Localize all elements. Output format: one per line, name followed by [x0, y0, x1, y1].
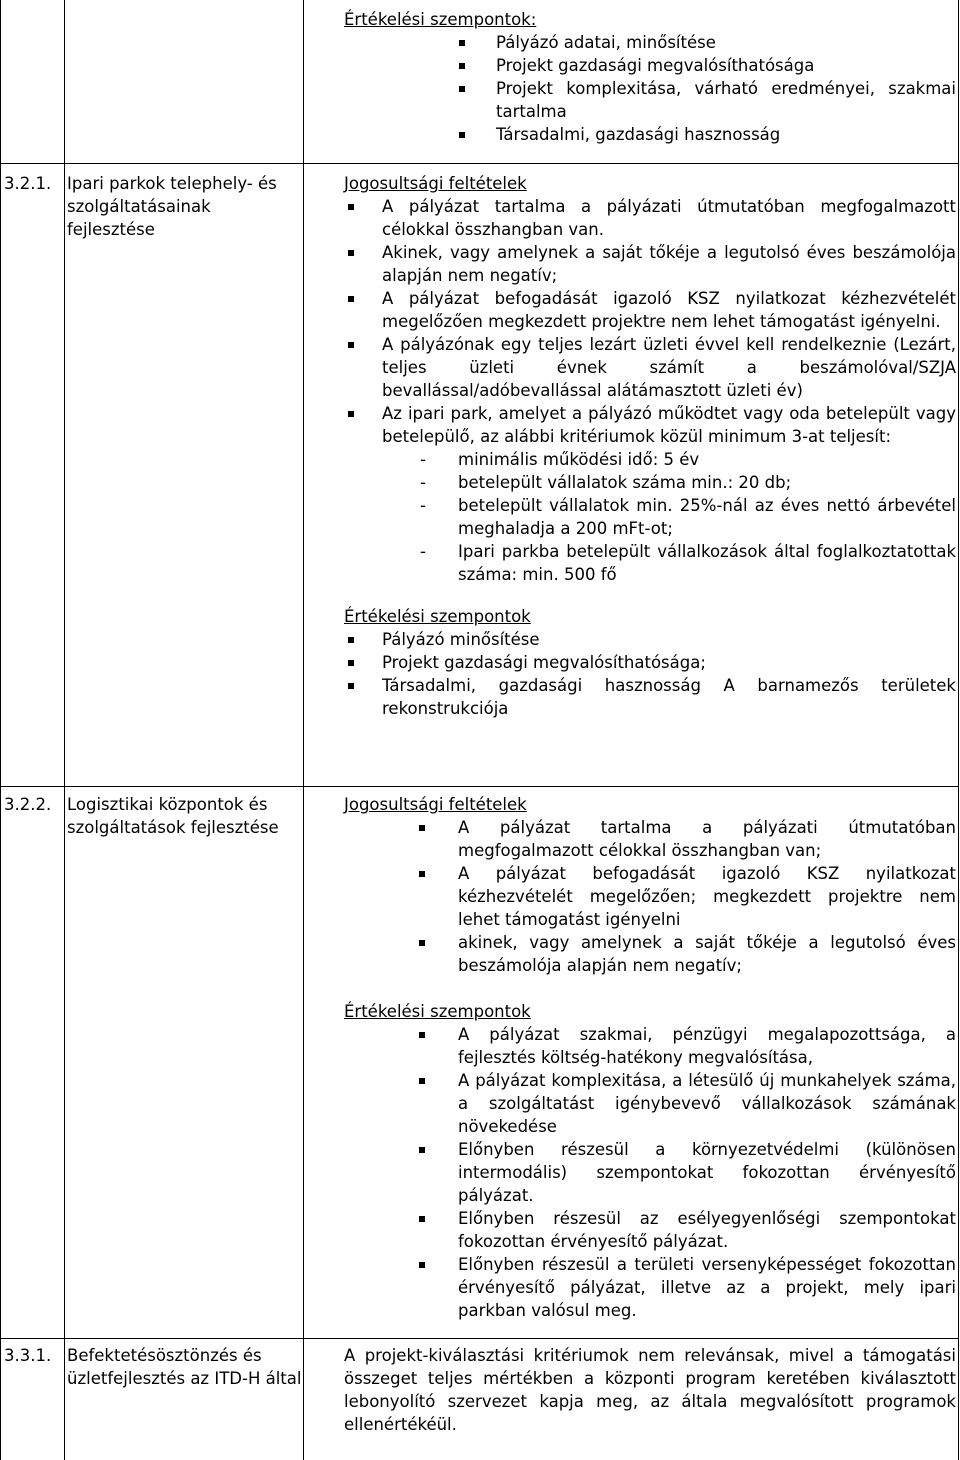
row-4-title: Befektetésösztönzés és üzletfejlesztés az ITD-H által: [67, 1346, 302, 1388]
row-3-title: Logisztikai központok és szolgáltatások fejlesztése: [67, 795, 279, 837]
list-item: A pályázat befogadását igazoló KSZ nyilatkozat kézhezvételét megelőzően megkezdett projektre nem lehet támogatást igényelni.: [344, 287, 956, 333]
table-column-divider-1: [64, 0, 65, 1460]
list-item: Projekt gazdasági megvalósíthatósága;: [344, 651, 956, 674]
row-4-number: 3.3.1.: [4, 1346, 52, 1365]
list-item: Előnyben részesül a területi versenyképességet fokozottan érvényesítő pályázat, illetve az a projekt, mely ipari parkban valósul meg.: [344, 1253, 956, 1322]
row-2-title: Ipari parkok telephely- és szolgáltatásainak fejlesztése: [67, 174, 277, 239]
list-item: A pályázat komplexitása, a létesülő új munkahelyek száma, a szolgáltatást igénybevevő vállalkozások számának növekedése: [344, 1069, 956, 1138]
list-item: A pályázat befogadását igazoló KSZ nyilatkozat kézhezvételét megelőzően; megkezdett projektre nem lehet támogatást igényelni: [344, 862, 956, 931]
evaluation-heading: Értékelési szempontok: [344, 1002, 531, 1021]
list-item: A pályázat szakmai, pénzügyi megalapozottsága, a fejlesztés költség-hatékony megvalósítása,: [344, 1023, 956, 1069]
eligibility-heading: Jogosultsági feltételek: [344, 795, 527, 814]
list-item: Társadalmi, gazdasági hasznosság A barnamezős területek rekonstrukciója: [344, 674, 956, 720]
list-item: A pályázónak egy teljes lezárt üzleti évvel kell rendelkeznie (Lezárt, teljes üzleti évnek számít a beszámolóval/SZJA bevallással/adóbevallással alátámasztott üzleti év): [344, 333, 956, 402]
list-item: Előnyben részesül az esélyegyenlőségi szempontokat fokozottan érvényesítő pályázat.: [344, 1207, 956, 1253]
evaluation-heading: Értékelési szempontok: [344, 607, 531, 626]
subitem-text: minimális működési idő: 5 év: [458, 450, 700, 469]
table-border-left: [0, 0, 1, 1460]
list-subitem: [344, 494, 956, 540]
subitem-text: betelepült vállalatok száma min.: 20 db;: [458, 473, 792, 492]
row-3-content: [344, 793, 956, 1322]
eligibility-heading: Jogosultsági feltételek: [344, 174, 527, 193]
list-item: Projekt gazdasági megvalósíthatósága: [344, 54, 956, 77]
evaluation-criteria-list: [344, 31, 956, 146]
row-divider-1: [0, 163, 959, 164]
eligibility-list: [344, 816, 956, 977]
eligibility-list: [344, 195, 956, 448]
list-item: Előnyben részesül a környezetvédelmi (különösen intermodális) szempontokat fokozottan érvényesítő pályázat.: [344, 1138, 956, 1207]
table-column-divider-2: [303, 0, 304, 1460]
evaluation-criteria-heading: Értékelési szempontok:: [344, 10, 537, 29]
row-3-number: 3.2.2.: [4, 795, 52, 814]
evaluation-list: [344, 1023, 956, 1322]
subitem-text: betelepült vállalatok min. 25%-nál az éves nettó árbevétel meghaladja a 200 mFt-ot;: [458, 496, 956, 538]
list-subitem: [344, 471, 956, 494]
list-subitem: [344, 448, 956, 471]
row-1-content: [344, 8, 956, 146]
list-item: A pályázat tartalma a pályázati útmutatóban megfogalmazott célokkal összhangban van;: [344, 816, 956, 862]
row-divider-2: [0, 786, 959, 787]
evaluation-list: [344, 628, 956, 720]
list-item: Pályázó adatai, minősítése: [344, 31, 956, 54]
list-item: Akinek, vagy amelynek a saját tőkéje a legutolsó éves beszámolója alapján nem negatív;: [344, 241, 956, 287]
dash-marker: -: [420, 496, 426, 515]
row-2-number: 3.2.1.: [4, 174, 52, 193]
dash-marker: -: [420, 450, 426, 469]
list-item: A pályázat tartalma a pályázati útmutatóban megfogalmazott célokkal összhangban van.: [344, 195, 956, 241]
row-divider-3: [0, 1338, 959, 1339]
list-item: Társadalmi, gazdasági hasznosság: [344, 123, 956, 146]
row-4-text: A projekt-kiválasztási kritériumok nem relevánsak, mivel a támogatási összeget teljes mértékben a központi program keretében kiválasztott lebonyolító szervezet kapja meg, az általa megvalósított programok ellenértékéül.: [344, 1346, 956, 1434]
list-item: Projekt komplexitása, várható eredményei, szakmai tartalma: [344, 77, 956, 123]
list-item: Az ipari park, amelyet a pályázó működtet vagy oda betelepült vagy betelepülő, az alábbi kritériumok közül minimum 3-at teljesít:: [344, 402, 956, 448]
subitem-text: Ipari parkba betelepült vállalkozások által foglalkoztatottak száma: min. 500 fő: [458, 542, 956, 584]
dash-marker: -: [420, 542, 426, 561]
list-item: akinek, vagy amelynek a saját tőkéje a legutolsó éves beszámolója alapján nem negatív;: [344, 931, 956, 977]
row-2-content: [344, 172, 956, 720]
criteria-sublist: [344, 448, 956, 586]
row-4-content: [344, 1344, 956, 1436]
table-border-right: [958, 0, 959, 1460]
dash-marker: -: [420, 473, 426, 492]
list-item: Pályázó minősítése: [344, 628, 956, 651]
list-subitem: [344, 540, 956, 586]
